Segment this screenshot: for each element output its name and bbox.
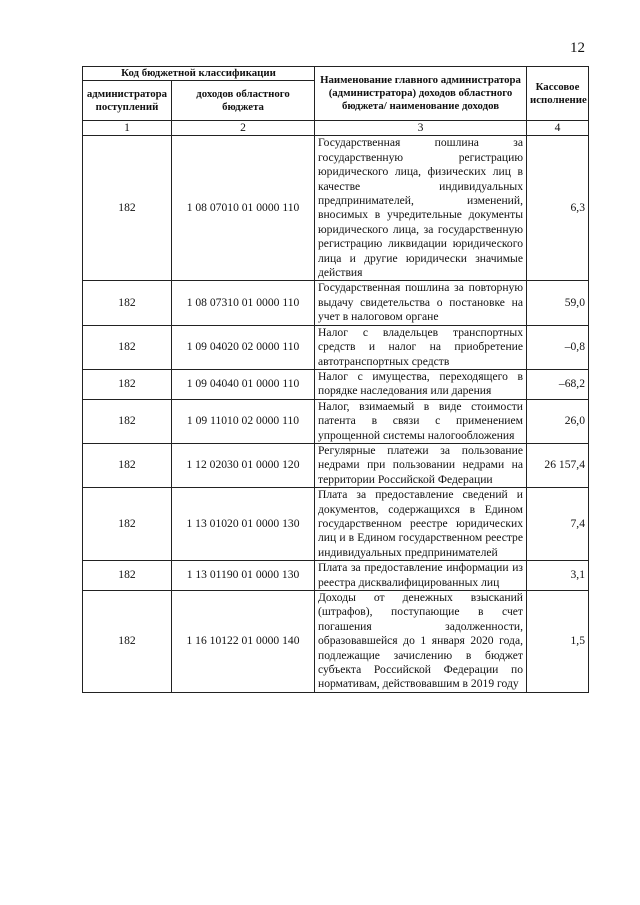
revenue-name: Налог, взимаемый в виде стоимости патента в связи с применением упрощенной системы налогообложения (315, 399, 527, 443)
cash-amount: 59,0 (527, 281, 589, 325)
revenue-name: Плата за предоставление информации из реестра дисквалифицированных лиц (315, 561, 527, 591)
revenue-name: Государственная пошлина за государственную регистрацию юридического лица, физических лиц в качестве индивидуальных предпринимателей, изменений, вносимых в учредительные документы юридического лица, за государственную регистрацию ликвидации юридического лица и другие юридически значимые действия (315, 136, 527, 281)
revenue-code: 1 08 07310 01 0000 110 (172, 281, 315, 325)
table-row (83, 488, 589, 561)
revenue-name: Налог с владельцев транспортных средств и налог на приобретение автотранспортных средств (315, 325, 527, 369)
revenue-name: Регулярные платежи за пользование недрами при пользовании недрами на территории Российской Федерации (315, 443, 527, 487)
admin-code: 182 (83, 591, 172, 693)
revenue-name: Государственная пошлина за повторную выдачу свидетельства о постановке на учет в налоговом органе (315, 281, 527, 325)
table-row (83, 561, 589, 591)
cash-amount: 26,0 (527, 399, 589, 443)
admin-code: 182 (83, 399, 172, 443)
cash-amount: 7,4 (527, 488, 589, 561)
cash-amount: 6,3 (527, 136, 589, 281)
admin-code: 182 (83, 136, 172, 281)
admin-code: 182 (83, 325, 172, 369)
table-row (83, 591, 589, 693)
admin-code: 182 (83, 488, 172, 561)
admin-code: 182 (83, 369, 172, 399)
amount-column-header: Кассовое исполнение (527, 67, 589, 121)
revenue-name: Доходы от денежных взысканий (штрафов), поступающие в счет погашения задолженности, образовавшейся до 1 января 2020 года, подлежащие зачислению в бюджет субъекта Российской Федерации по нормативам, действовавшим в 2019 году (315, 591, 527, 693)
revenue-code: 1 09 11010 02 0000 110 (172, 399, 315, 443)
revenue-code: 1 09 04020 02 0000 110 (172, 325, 315, 369)
column-number: 3 (315, 121, 527, 136)
budget-table (82, 66, 589, 693)
table-row (83, 136, 589, 281)
column-number: 1 (83, 121, 172, 136)
table-row (83, 399, 589, 443)
header-row-group (83, 67, 589, 81)
revenue-code: 1 09 04040 01 0000 110 (172, 369, 315, 399)
cash-amount: –0,8 (527, 325, 589, 369)
revenue-code: 1 13 01190 01 0000 130 (172, 561, 315, 591)
table-row (83, 369, 589, 399)
revenue-code: 1 16 10122 01 0000 140 (172, 591, 315, 693)
revenue-code: 1 12 02030 01 0000 120 (172, 443, 315, 487)
admin-code: 182 (83, 561, 172, 591)
cash-amount: 3,1 (527, 561, 589, 591)
column-number: 4 (527, 121, 589, 136)
revenue-code: 1 08 07010 01 0000 110 (172, 136, 315, 281)
column-number: 2 (172, 121, 315, 136)
revenue-code: 1 13 01020 01 0000 130 (172, 488, 315, 561)
admin-code: 182 (83, 281, 172, 325)
column-number-row (83, 121, 589, 136)
code-column-header: доходов областного бюджета (172, 81, 315, 121)
admin-column-header: администратора поступлений (83, 81, 172, 121)
admin-code: 182 (83, 443, 172, 487)
cash-amount: 1,5 (527, 591, 589, 693)
revenue-name: Плата за предоставление сведений и документов, содержащихся в Едином государственном реестре юридических лиц и в Едином государственном реестре индивидуальных предпринимателей (315, 488, 527, 561)
revenue-name: Налог с имущества, переходящего в порядке наследования или дарения (315, 369, 527, 399)
table-row (83, 281, 589, 325)
cash-amount: –68,2 (527, 369, 589, 399)
cash-amount: 26 157,4 (527, 443, 589, 487)
name-column-header: Наименование главного администратора (администратора) доходов областного бюджета/ наименование доходов (315, 67, 527, 121)
page-number: 12 (570, 40, 585, 56)
budget-classification-header: Код бюджетной классификации (83, 67, 315, 81)
table-row (83, 443, 589, 487)
table-row (83, 325, 589, 369)
